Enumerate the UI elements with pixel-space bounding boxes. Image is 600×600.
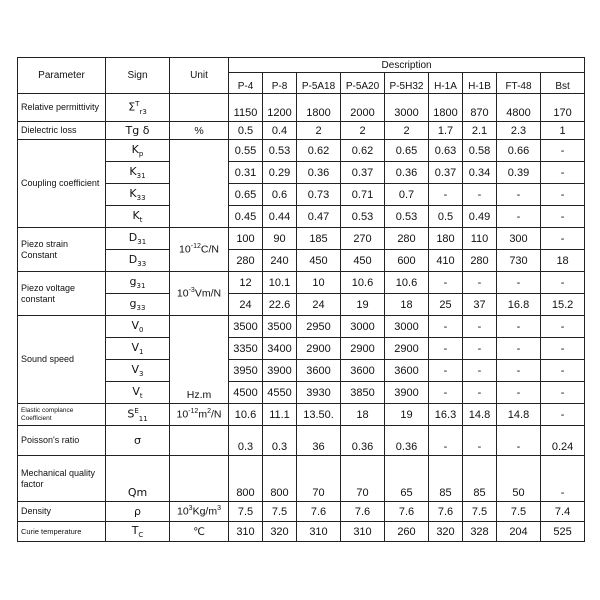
table-cell: - (541, 272, 585, 294)
table-cell: 185 (297, 228, 341, 250)
table-cell: 16.8 (497, 294, 541, 316)
table-cell: 0.39 (497, 162, 541, 184)
sign-kp: $K_p$ (106, 140, 170, 162)
table-cell: 3900 (385, 382, 429, 404)
table-cell: 18 (385, 294, 429, 316)
unit-sound-speed: Hz.m (170, 316, 229, 404)
table-cell: 7.6 (385, 502, 429, 522)
table-cell: 1200 (263, 94, 297, 122)
unit-elastic: $10^{-12}m^2/N$ (170, 404, 229, 426)
unit-density: $10^3Kg/m^3$ (170, 502, 229, 522)
table-cell: - (429, 184, 463, 206)
table-cell: - (541, 404, 585, 426)
table-cell: 0.37 (341, 162, 385, 184)
table-cell: 0.63 (429, 140, 463, 162)
table-cell: - (541, 338, 585, 360)
table-cell: 0.6 (263, 184, 297, 206)
material-header: P-5A18 (297, 73, 341, 94)
param-sound-speed: Sound speed (18, 316, 106, 404)
table-cell: 7.5 (263, 502, 297, 522)
sign-g33: $g_{33}$ (106, 294, 170, 316)
param-mech-q: Mechanical quality factor (18, 456, 106, 502)
table-cell: - (497, 184, 541, 206)
sign-tc: $T_C$ (106, 522, 170, 542)
table-cell: - (429, 426, 463, 456)
table-cell: 24 (229, 294, 263, 316)
table-cell: 7.6 (429, 502, 463, 522)
table-cell: - (429, 338, 463, 360)
sign-kt: $K_t$ (106, 206, 170, 228)
table-cell: 22.6 (263, 294, 297, 316)
table-cell: 4550 (263, 382, 297, 404)
table-cell: 0.53 (385, 206, 429, 228)
sign-epsilon: $\Sigma^T_{r3}$ (106, 94, 170, 122)
header-description: Description (229, 58, 585, 73)
sign-rho: ρ (106, 502, 170, 522)
unit-empty (170, 456, 229, 502)
table-cell: 2000 (341, 94, 385, 122)
table-cell: 2900 (341, 338, 385, 360)
table-cell: 0.55 (229, 140, 263, 162)
table-cell: - (463, 184, 497, 206)
table-row (18, 140, 585, 162)
table-cell: - (429, 382, 463, 404)
table-cell: - (541, 228, 585, 250)
sign-v3: $V_3$ (106, 360, 170, 382)
table-cell: 0.29 (263, 162, 297, 184)
param-piezo-voltage: Piezo voltage constant (18, 272, 106, 316)
table-cell: - (541, 360, 585, 382)
table-cell: 280 (463, 250, 497, 272)
param-density: Density (18, 502, 106, 522)
table-cell: 0.49 (463, 206, 497, 228)
table-cell: 260 (385, 522, 429, 542)
table-row (18, 404, 585, 426)
table-cell: - (541, 162, 585, 184)
table-cell: 14.8 (463, 404, 497, 426)
table-cell: - (463, 316, 497, 338)
material-header: H-1B (463, 73, 497, 94)
table-cell: - (497, 316, 541, 338)
table-cell: - (463, 382, 497, 404)
unit-piezo-voltage: $10^{-3}Vm/N$ (170, 272, 229, 316)
table-row (18, 94, 585, 122)
material-header: Bst (541, 73, 585, 94)
table-cell: 36 (297, 426, 341, 456)
table-cell: 0.36 (385, 426, 429, 456)
table-cell: 0.47 (297, 206, 341, 228)
table-cell: 14.8 (497, 404, 541, 426)
table-cell: 65 (385, 456, 429, 502)
table-cell: 310 (341, 522, 385, 542)
table-cell: - (541, 206, 585, 228)
sign-v0: $V_0$ (106, 316, 170, 338)
sign-k31: $K_{31}$ (106, 162, 170, 184)
param-piezo-strain: Piezo strain Constant (18, 228, 106, 272)
table-cell: 600 (385, 250, 429, 272)
material-header: P-8 (263, 73, 297, 94)
table-cell: 280 (385, 228, 429, 250)
unit-empty (170, 426, 229, 456)
spec-table (17, 57, 585, 542)
table-cell: 300 (497, 228, 541, 250)
table-cell: 0.31 (229, 162, 263, 184)
table-cell: 2 (297, 122, 341, 140)
table-cell: 0.5 (229, 122, 263, 140)
table-cell: 7.6 (341, 502, 385, 522)
table-cell: 10.6 (385, 272, 429, 294)
table-cell: 0.36 (297, 162, 341, 184)
table-cell: 11.1 (263, 404, 297, 426)
sign-v1: $V_1$ (106, 338, 170, 360)
table-cell: 7.5 (463, 502, 497, 522)
table-cell: 204 (497, 522, 541, 542)
table-cell: 0.73 (297, 184, 341, 206)
table-cell: 3850 (341, 382, 385, 404)
table-cell: 328 (463, 522, 497, 542)
table-cell: 0.58 (463, 140, 497, 162)
table-cell: 50 (497, 456, 541, 502)
header-unit: Unit (170, 58, 229, 94)
table-cell: 3950 (229, 360, 263, 382)
table-cell: 0.53 (341, 206, 385, 228)
sign-qm: Qm (106, 456, 170, 502)
table-cell: 10 (297, 272, 341, 294)
table-cell: - (463, 338, 497, 360)
unit-curie: ℃ (170, 522, 229, 542)
table-cell: 13.50. (297, 404, 341, 426)
unit-dielectric-loss: % (170, 122, 229, 140)
table-cell: 19 (341, 294, 385, 316)
table-cell: - (463, 272, 497, 294)
table-cell: 24 (297, 294, 341, 316)
table-cell: 3600 (385, 360, 429, 382)
param-relative-permittivity: Relative permittivity (18, 94, 106, 122)
table-cell: 12 (229, 272, 263, 294)
material-header: P-4 (229, 73, 263, 94)
table-cell: 0.71 (341, 184, 385, 206)
table-cell: 90 (263, 228, 297, 250)
table-cell: 7.4 (541, 502, 585, 522)
table-cell: 0.7 (385, 184, 429, 206)
table-cell: 280 (229, 250, 263, 272)
table-cell: - (463, 360, 497, 382)
sign-d31: $D_{31}$ (106, 228, 170, 250)
table-cell: 870 (463, 94, 497, 122)
table-cell: 1800 (297, 94, 341, 122)
table-cell: 10.6 (341, 272, 385, 294)
sign-s11: $S^E_{11}$ (106, 404, 170, 426)
sign-g31: $g_{31}$ (106, 272, 170, 294)
table-cell: 7.5 (497, 502, 541, 522)
table-row (18, 316, 585, 338)
header-parameter: Parameter (18, 58, 106, 94)
table-cell: 0.53 (263, 140, 297, 162)
table-cell: 7.6 (297, 502, 341, 522)
table-cell: 0.3 (263, 426, 297, 456)
table-cell: 70 (297, 456, 341, 502)
param-coupling: Coupling coefficient (18, 140, 106, 228)
table-cell: 800 (263, 456, 297, 502)
table-cell: - (497, 206, 541, 228)
table-row (18, 122, 585, 140)
unit-empty (170, 94, 229, 122)
table-cell: 3930 (297, 382, 341, 404)
table-cell: 85 (463, 456, 497, 502)
table-cell: 3500 (229, 316, 263, 338)
table-cell: 180 (429, 228, 463, 250)
table-cell: - (541, 184, 585, 206)
table-cell: 310 (297, 522, 341, 542)
table-cell: 0.3 (229, 426, 263, 456)
table-cell: 3000 (385, 94, 429, 122)
table-cell: 0.34 (463, 162, 497, 184)
table-cell: - (541, 316, 585, 338)
table-cell: 450 (341, 250, 385, 272)
unit-piezo-strain: $10^{-12}C/N$ (170, 228, 229, 272)
table-cell: 3000 (341, 316, 385, 338)
material-header: P-5A20 (341, 73, 385, 94)
sign-k33: $K_{33}$ (106, 184, 170, 206)
table-cell: 19 (385, 404, 429, 426)
table-cell: 0.4 (263, 122, 297, 140)
material-header: P-5H32 (385, 73, 429, 94)
table-cell: - (497, 360, 541, 382)
table-cell: 1800 (429, 94, 463, 122)
table-cell: 270 (341, 228, 385, 250)
table-cell: 100 (229, 228, 263, 250)
table-cell: 3500 (263, 316, 297, 338)
table-cell: 0.62 (341, 140, 385, 162)
param-elastic: Elastic complance Coefficient (18, 404, 106, 426)
table-cell: 2.3 (497, 122, 541, 140)
table-row (18, 228, 585, 250)
table-cell: 450 (297, 250, 341, 272)
table-cell: 16.3 (429, 404, 463, 426)
table-cell: - (429, 360, 463, 382)
table-cell: 10.1 (263, 272, 297, 294)
table-cell: 800 (229, 456, 263, 502)
table-cell: 3350 (229, 338, 263, 360)
table-cell: 1.7 (429, 122, 463, 140)
table-cell: 2950 (297, 316, 341, 338)
param-poisson: Poisson's ratio (18, 426, 106, 456)
param-dielectric-loss: Dielectric loss (18, 122, 106, 140)
table-cell: 2900 (297, 338, 341, 360)
table-row (18, 272, 585, 294)
table-cell: 85 (429, 456, 463, 502)
table-cell: 0.24 (541, 426, 585, 456)
table-cell: - (429, 316, 463, 338)
sign-vt: $V_t$ (106, 382, 170, 404)
table-cell: 3900 (263, 360, 297, 382)
material-header: FT-48 (497, 73, 541, 94)
table-cell: - (497, 338, 541, 360)
table-cell: 3600 (297, 360, 341, 382)
table-cell: 25 (429, 294, 463, 316)
table-cell: 2 (341, 122, 385, 140)
table-cell: 3000 (385, 316, 429, 338)
table-cell: 3600 (341, 360, 385, 382)
table-cell: 320 (263, 522, 297, 542)
table-cell: 2 (385, 122, 429, 140)
table-cell: 110 (463, 228, 497, 250)
table-cell: 0.65 (385, 140, 429, 162)
material-header: H-1A (429, 73, 463, 94)
table-cell: 0.36 (341, 426, 385, 456)
table-cell: 0.65 (229, 184, 263, 206)
table-cell: - (429, 272, 463, 294)
table-cell: 0.45 (229, 206, 263, 228)
param-curie: Curie temperature (18, 522, 106, 542)
table-cell: 2.1 (463, 122, 497, 140)
table-cell: 4800 (497, 94, 541, 122)
table-cell: 15.2 (541, 294, 585, 316)
table-cell: - (541, 140, 585, 162)
table-cell: 37 (463, 294, 497, 316)
unit-empty (170, 140, 229, 228)
table-cell: 1150 (229, 94, 263, 122)
table-cell: 0.62 (297, 140, 341, 162)
table-cell: - (497, 426, 541, 456)
sign-tg-delta: Tg δ (106, 122, 170, 140)
table-row (18, 426, 585, 456)
table-row (18, 522, 585, 542)
table-cell: 10.6 (229, 404, 263, 426)
table-cell: 3400 (263, 338, 297, 360)
sign-sigma: σ (106, 426, 170, 456)
table-row (18, 456, 585, 502)
table-cell: 170 (541, 94, 585, 122)
table-cell: 0.44 (263, 206, 297, 228)
table-cell: 4500 (229, 382, 263, 404)
table-cell: 0.37 (429, 162, 463, 184)
table-cell: - (541, 382, 585, 404)
table-cell: 2900 (385, 338, 429, 360)
table-cell: 0.5 (429, 206, 463, 228)
table-cell: 18 (341, 404, 385, 426)
table-cell: 240 (263, 250, 297, 272)
table-cell: 0.66 (497, 140, 541, 162)
header-sign: Sign (106, 58, 170, 94)
table-cell: 70 (341, 456, 385, 502)
table-cell: - (497, 382, 541, 404)
table-cell: 410 (429, 250, 463, 272)
sign-d33: $D_{33}$ (106, 250, 170, 272)
table-cell: 310 (229, 522, 263, 542)
table-cell: 0.36 (385, 162, 429, 184)
table-cell: - (497, 272, 541, 294)
table-cell: 7.5 (229, 502, 263, 522)
table-row (18, 502, 585, 522)
table-cell: - (541, 456, 585, 502)
table-cell: 320 (429, 522, 463, 542)
table-cell: - (463, 426, 497, 456)
table-cell: 1 (541, 122, 585, 140)
table-cell: 730 (497, 250, 541, 272)
table-cell: 525 (541, 522, 585, 542)
table-cell: 18 (541, 250, 585, 272)
